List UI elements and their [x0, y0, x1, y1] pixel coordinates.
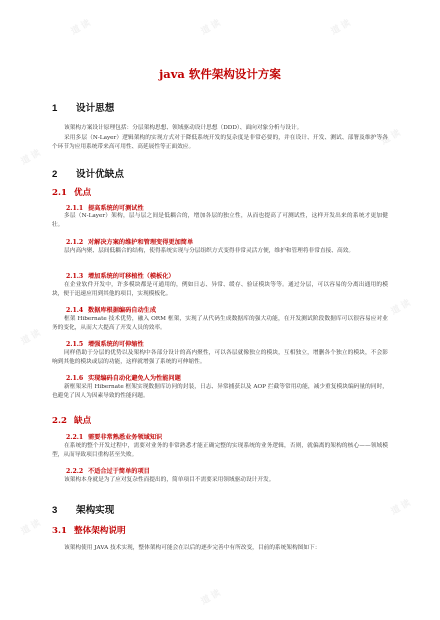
watermark: 道 读 — [329, 17, 352, 37]
watermark: 道 读 — [19, 147, 42, 167]
item-heading-2-1-5: 2.1.5 增强系统的可伸缩性 — [66, 341, 144, 348]
subsection-heading-2-1: 2.1 优点 — [52, 188, 92, 198]
paragraph: 该架构使用 JAVA 技术实现，整体架构可能会在以后的逐步完善中有所改变，目前的系统架构图如下： — [64, 545, 321, 551]
item-heading-2-1-1: 2.1.1 提高系统的可测试性 — [66, 205, 144, 212]
paragraph: 多层（N-Layer）架构，层与层之间是低耦合的，增加各层的独立性，从而也提高了可测试性，这样开发出来的系统才更加健壮。 — [52, 213, 388, 229]
watermark: 道 读 — [19, 327, 42, 347]
subsection-heading-3-1: 3.1 整体架构说明 — [52, 526, 126, 536]
paragraph: 在企业软件开发中，许多模块都是可通用的，例如日志、异常、缓存、验证模块等等。通过分层，可以容易的分离出通用的模块，便于迅速应用到其他的项目，实现模板化。 — [52, 282, 388, 298]
item-heading-2-1-6: 2.1.6 实现编码自动化避免人为性能问题 — [66, 375, 181, 382]
paragraph: 该架构方案设计原理包括：分层架构思想、领域驱动设计思想（DDD）、面向对象分析与设计。 — [64, 125, 303, 131]
paragraph: 层内高内聚、层间低耦合的结构，使得系统实现与分层组织方式变得非常灵活方便，维护和管理将非常直接、高效。 — [64, 248, 355, 254]
paragraph: 该架构本身就是为了应对复杂性而提出的，简单项目不需要采用领域驱动设计开发。 — [64, 477, 275, 483]
item-heading-2-1-4: 2.1.4 数据库根据编码自动生成 — [66, 307, 157, 314]
subsection-heading-2-2: 2.2 缺点 — [52, 416, 92, 426]
paragraph: 同样借助于分层的优势以及架构中各部分设计的高内聚性，可以各层就像独立的模块，互相独立，增删各个独立的模块，不会影响到其他的模块或层的功能，这样就增强了系统的可伸缩性。 — [52, 350, 388, 366]
paragraph: 框架 Hibernate 技术优势，融入 ORM 框架，实现了从代码生成数据库的强大功能，在开发测试阶段数据库可以很容易应对业务的变化，从而大大提高了开发人员的效率。 — [52, 316, 388, 332]
watermark: 道 读 — [389, 497, 412, 517]
watermark: 道 读 — [199, 17, 222, 37]
watermark: 道 读 — [69, 17, 92, 37]
watermark: 道 读 — [389, 297, 412, 317]
item-heading-2-2-2: 2.2.2 不适合过于简单的项目 — [66, 468, 150, 475]
paragraph: 新框架采用 Hibernate 框架实现数据库访问的封装，日志、异常捕获以及 AOP 拦截等常用功能，减少重复模块编码量的同时，也避免了因人为因素导致的性能问题。 — [52, 384, 388, 400]
watermark: 道 读 — [199, 587, 222, 607]
section-heading-3: 3 架构实现 — [52, 505, 115, 516]
item-heading-2-2-1: 2.2.1 需要非常熟悉业务领域知识 — [66, 434, 163, 441]
item-heading-2-1-3: 2.1.3 增加系统的可移植性（模板化） — [66, 273, 175, 280]
paragraph: 在系统的整个开发过程中，需要对业务的非常熟悉才能正确完整的实现系统的业务逻辑，否则，就偏离的架构的核心——领域模型，从而导致项目重构甚至失败。 — [52, 443, 388, 459]
watermark: 道 读 — [379, 127, 402, 147]
watermark: 道 读 — [19, 517, 42, 537]
document-title: java 软件架构设计方案 — [159, 67, 281, 81]
section-heading-1: 1 设计思想 — [52, 103, 115, 114]
section-heading-2: 2 设计优缺点 — [52, 169, 124, 180]
item-heading-2-1-2: 2.1.2 对解决方案的维护和管理变得更加简单 — [66, 239, 194, 246]
paragraph: 采用多层（N-Layer）逻辑架构的实现方式对于降低系统开发的复杂度是非常必要的，并在设计、开发、测试、部署及维护等各个环节为应用系统带来高可用性、高延展性等正面效应。 — [52, 135, 388, 151]
